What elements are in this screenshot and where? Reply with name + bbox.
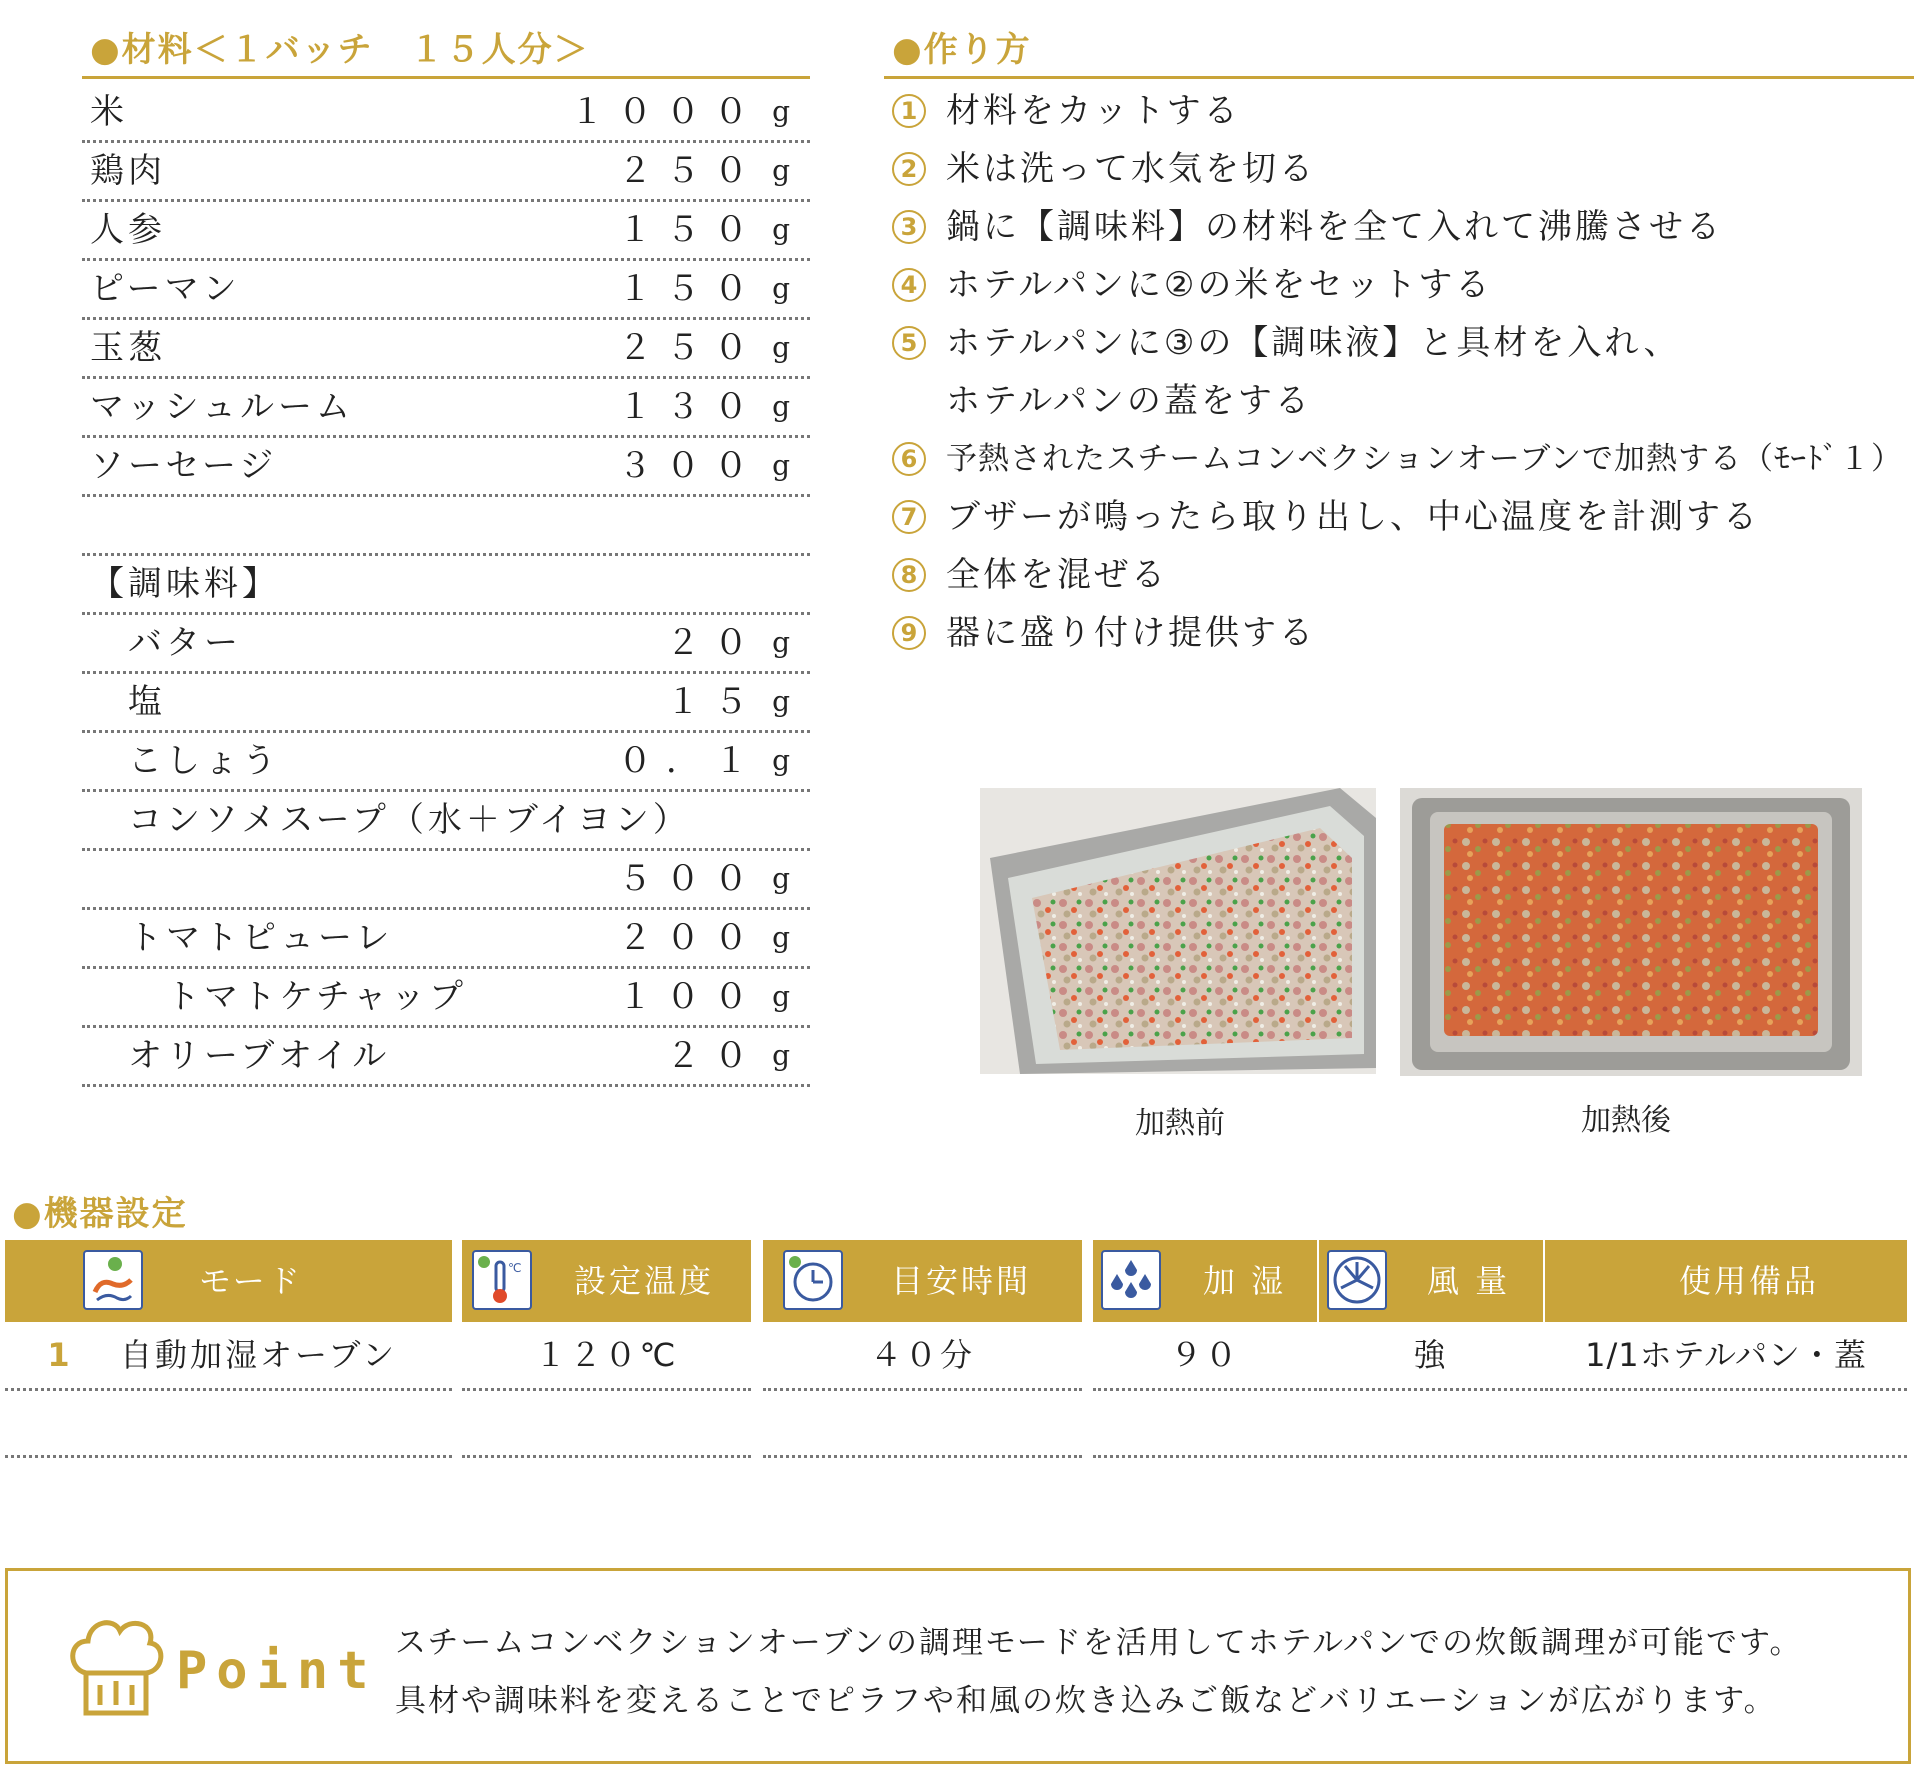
step-item — [892, 430, 1912, 488]
header-fan — [1319, 1240, 1543, 1322]
step-number: 2 — [892, 152, 926, 186]
row-divider — [1093, 1388, 1317, 1391]
step-text: ホテルパンに③の【調味液】と具材を入れ、 — [946, 323, 1681, 363]
ingredient-unit: g — [772, 685, 794, 718]
seasoning-heading-row — [82, 556, 810, 615]
ingredient-unit: g — [772, 449, 794, 482]
header-time-label: 目安時間 — [891, 1262, 1032, 1300]
step-number: 4 — [892, 268, 926, 302]
row-divider — [5, 1388, 452, 1391]
caption-after: 加熱後 — [1581, 1103, 1671, 1138]
step-text: ホテルパンの蓋をする — [946, 381, 1312, 421]
ingredient-name: 鶏肉 — [90, 151, 166, 191]
header-mode-label: モード — [199, 1262, 303, 1300]
point-label: Point — [176, 1641, 378, 1701]
ingredient-name: バター — [128, 623, 242, 663]
ingredient-row — [82, 84, 810, 143]
step-text: 器に盛り付け提供する — [946, 613, 1316, 653]
ingredient-amount: １００ — [618, 977, 762, 1017]
header-fan-label: 風 量 — [1427, 1262, 1511, 1300]
ingredient-amount: ２０ — [666, 623, 762, 663]
caption-before: 加熱前 — [1135, 1106, 1225, 1141]
ingredient-row — [82, 261, 810, 320]
photo-after-cooking — [1400, 788, 1862, 1076]
point-box — [5, 1568, 1911, 1764]
ingredient-row — [82, 1028, 810, 1087]
header-temp-label: 設定温度 — [574, 1262, 715, 1300]
ingredient-unit: g — [772, 744, 794, 777]
step-text: 全体を混ぜる — [946, 555, 1168, 595]
ingredient-row — [82, 792, 810, 851]
step-item — [892, 140, 1912, 198]
cell-temp: １２０℃ — [534, 1336, 679, 1374]
row-divider — [5, 1455, 452, 1458]
ingredients-title: ●材料＜１バッチ １５人分＞ — [90, 30, 590, 70]
row-divider — [1545, 1455, 1907, 1458]
ingredient-amount: １３０ — [618, 387, 762, 427]
point-line: 具材や調味料を変えることでピラフや和風の炊き込みご飯などバリエーションが広がります。 — [395, 1683, 1777, 1719]
svg-text:℃: ℃ — [508, 1261, 525, 1275]
ingredient-amount: １０００ — [570, 92, 762, 132]
header-tools-label: 使用備品 — [1679, 1262, 1820, 1300]
ingredient-amount: ２０ — [666, 1036, 762, 1076]
ingredient-name: コンソメスープ（水＋ブイヨン） — [128, 800, 691, 840]
step-continuation — [892, 372, 1912, 430]
header-tools — [1545, 1240, 1907, 1322]
ingredient-unit: g — [772, 862, 794, 895]
ingredient-amount: ２００ — [618, 918, 762, 958]
cell-time: ４０分 — [869, 1336, 975, 1374]
step-item — [892, 488, 1912, 546]
step-text: ブザーが鳴ったら取り出し、中心温度を計測する — [946, 497, 1760, 537]
row-divider — [462, 1455, 751, 1458]
step-item — [892, 604, 1912, 662]
step-text: 鍋に【調味料】の材料を全て入れて沸騰させる — [946, 207, 1723, 247]
ingredient-unit: g — [772, 95, 794, 128]
ingredient-row — [82, 615, 810, 674]
ingredient-amount: ３００ — [618, 446, 762, 486]
ingredient-row — [82, 969, 810, 1028]
method-title: ●作り方 — [892, 30, 1032, 70]
ingredient-name: トマトピューレ — [128, 918, 394, 958]
cell-fan: 強 — [1413, 1336, 1449, 1374]
ingredient-name: ソーセージ — [90, 446, 278, 486]
step-item — [892, 256, 1912, 314]
ingredient-row — [82, 379, 810, 438]
ingredient-row — [82, 910, 810, 969]
fan-icon — [1327, 1250, 1387, 1310]
ingredient-unit: g — [772, 626, 794, 659]
mode-icon — [83, 1250, 143, 1310]
step-item — [892, 314, 1912, 372]
ingredient-unit: g — [772, 272, 794, 305]
seasoning-heading: 【調味料】 — [90, 564, 280, 604]
ingredient-row — [82, 143, 810, 202]
step-text: 材料をカットする — [946, 91, 1241, 131]
ingredient-name: 米 — [90, 92, 128, 132]
ingredient-row — [82, 674, 810, 733]
thermometer-icon — [472, 1250, 532, 1310]
ingredient-row — [82, 320, 810, 379]
ingredient-name: 人参 — [90, 210, 166, 250]
row-number: 1 — [47, 1336, 73, 1374]
cell-mode: 自動加湿オーブン — [120, 1336, 398, 1374]
row-divider — [1319, 1455, 1543, 1458]
ingredient-name: トマトケチャップ — [166, 977, 467, 1017]
method-title-rule — [884, 76, 1914, 79]
method-steps — [892, 82, 1912, 662]
step-number: 3 — [892, 210, 926, 244]
cell-tools: 1/1ホテルパン・蓋 — [1585, 1336, 1867, 1374]
step-item — [892, 82, 1912, 140]
row-divider — [763, 1388, 1082, 1391]
point-text — [395, 1614, 1803, 1730]
ingredient-row-blank — [82, 497, 810, 556]
ingredients-list — [82, 84, 810, 1087]
ingredient-name: こしょう — [128, 741, 280, 781]
step-item — [892, 546, 1912, 604]
step-text: 米は洗って水気を切る — [946, 149, 1316, 189]
ingredient-unit: g — [772, 331, 794, 364]
step-number: 9 — [892, 616, 926, 650]
ingredient-amount: ２５０ — [618, 328, 762, 368]
photo-before-cooking — [980, 788, 1376, 1074]
ingredient-name: ピーマン — [90, 269, 241, 309]
ingredient-name: マッシュルーム — [90, 387, 354, 427]
header-humidity-label: 加 湿 — [1203, 1262, 1287, 1300]
step-text: 予熱されたスチームコンベクションオーブンで加熱する（ﾓｰﾄﾞ１） — [946, 441, 1903, 477]
ingredients-title-rule — [82, 76, 810, 79]
header-temp — [462, 1240, 751, 1322]
equipment-title: ●機器設定 — [12, 1194, 188, 1234]
cell-humidity: ９０ — [1169, 1336, 1240, 1374]
ingredient-unit: g — [772, 213, 794, 246]
ingredient-row — [82, 438, 810, 497]
row-divider — [462, 1388, 751, 1391]
ingredient-unit: g — [772, 390, 794, 423]
header-humidity — [1093, 1240, 1317, 1322]
clock-icon — [783, 1250, 843, 1310]
ingredient-row — [82, 733, 810, 792]
step-number: 8 — [892, 558, 926, 592]
ingredient-amount: ５００ — [618, 859, 762, 899]
step-number: 5 — [892, 326, 926, 360]
ingredient-unit: g — [772, 921, 794, 954]
point-line: スチームコンベクションオーブンの調理モードを活用してホテルパンでの炊飯調理が可能です。 — [395, 1625, 1803, 1661]
ingredient-unit: g — [772, 154, 794, 187]
ingredient-amount: １５０ — [618, 269, 762, 309]
ingredient-amount: ２５０ — [618, 151, 762, 191]
header-time — [763, 1240, 1082, 1322]
step-number: 1 — [892, 94, 926, 128]
step-number: 7 — [892, 500, 926, 534]
ingredient-row — [82, 202, 810, 261]
ingredient-name: 塩 — [128, 682, 166, 722]
ingredient-amount: １５０ — [618, 210, 762, 250]
ingredient-unit: g — [772, 980, 794, 1013]
chef-hat-icon — [66, 1611, 166, 1723]
droplets-icon — [1101, 1250, 1161, 1310]
header-mode — [5, 1240, 452, 1322]
step-number: 6 — [892, 442, 926, 476]
ingredient-row — [82, 851, 810, 910]
ingredient-amount: １５ — [666, 682, 762, 722]
row-divider — [1319, 1388, 1543, 1391]
step-text: ホテルパンに②の米をセットする — [946, 265, 1493, 305]
ingredient-name: 玉葱 — [90, 328, 166, 368]
step-item — [892, 198, 1912, 256]
row-divider — [763, 1455, 1082, 1458]
row-divider — [1093, 1455, 1317, 1458]
ingredient-amount: ０．１ — [618, 741, 762, 781]
row-divider — [1545, 1388, 1907, 1391]
ingredient-name: オリーブオイル — [128, 1036, 391, 1076]
ingredient-unit: g — [772, 1039, 794, 1072]
